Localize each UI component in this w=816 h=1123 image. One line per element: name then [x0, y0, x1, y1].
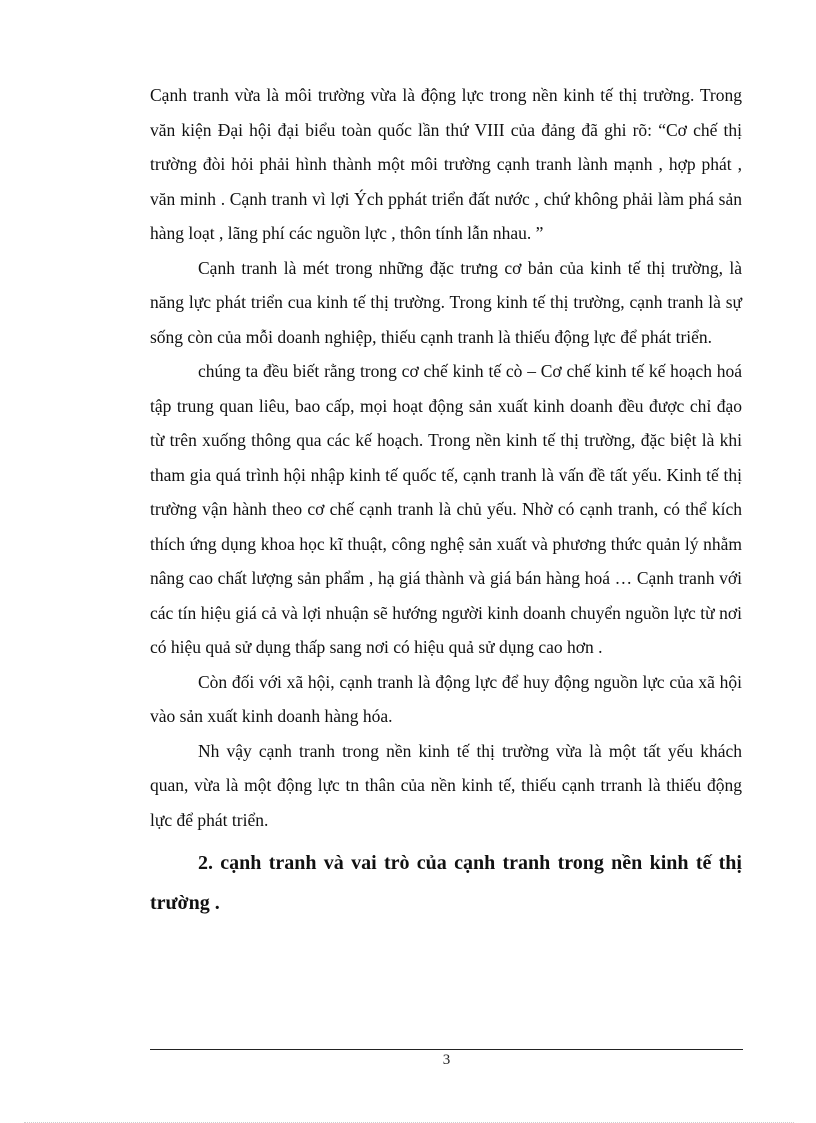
paragraph-society: Còn đối với xã hội, cạnh tranh là động lực để huy động nguồn lực của xã hội vào sản xuất kinh doanh hàng hóa. — [150, 671, 742, 726]
paragraph-competition-characteristic: Cạnh tranh là mét trong những đặc trưng cơ bản của kinh tế thị trường, là năng lực phát triển cua kinh tế thị trường. Trong kinh tế thị trường, cạnh tranh là sự sống còn của mỗi doanh nghiệp, thiếu cạnh tranh là thiếu động lực để phát triển. — [150, 257, 742, 347]
paragraph-old-mechanism: chúng ta đều biết rằng trong cơ chế kinh tế cò – Cơ chế kinh tế kế hoạch hoá tập trung quan liêu, bao cấp, mọi hoạt động sản xuất kinh doanh đều được chỉ đạo từ trên xuống thông qua các kế hoạch. Trong nền kinh tế thị trường, đặc biệt là khi tham gia quá trình hội nhập kinh tế quốc tế, cạnh tranh là vấn đề tất yếu. Kinh tế thị trường vận hành theo cơ chế cạnh tranh là chủ yếu. Nhờ có cạnh tranh, có thể kích thích ứng dụng khoa học kĩ thuật, công nghệ sản xuất và phương thức quản lý nhằm nâng cao chất lượng sản phẩm , hạ giá thành và giá bán hàng hoá … Cạnh tranh với các tín hiệu giá cả và lợi nhuận sẽ hướng người kinh doanh chuyển nguồn lực từ nơi có hiệu quả sử dụng thấp sang nơi có hiệu quả sử dụng cao hơn . — [150, 361, 742, 657]
page-body — [150, 78, 742, 923]
page-number: 3 — [442, 1052, 451, 1068]
section-heading: 2. cạnh tranh và vai trò của cạnh tranh trong nền kinh tế thị trường . — [150, 852, 742, 914]
footer-divider — [150, 1049, 743, 1050]
paragraph-conclusion: Nh vậy cạnh tranh trong nền kinh tế thị trường vừa là một tất yếu khách quan, vừa là một động lực tn thân của nền kinh tế, thiếu cạnh trranh là thiếu động lực để phát triển. — [150, 740, 742, 830]
paragraph-market-environment: Cạnh tranh vừa là môi trường vừa là động lực trong nền kinh tế thị trường. Trong văn kiện Đại hội đại biểu toàn quốc lần thứ VIII của đảng đã ghi rõ: “Cơ chế thị trường đòi hỏi phải hình thành một môi trường cạnh tranh lành mạnh , hợp phát , văn minh . Cạnh tranh vì lợi Ých pphát triển đất nước , chứ không phải làm phá sản hàng loạt , lãng phí các nguồn lực , thôn tính lẫn nhau. ” — [150, 85, 742, 243]
